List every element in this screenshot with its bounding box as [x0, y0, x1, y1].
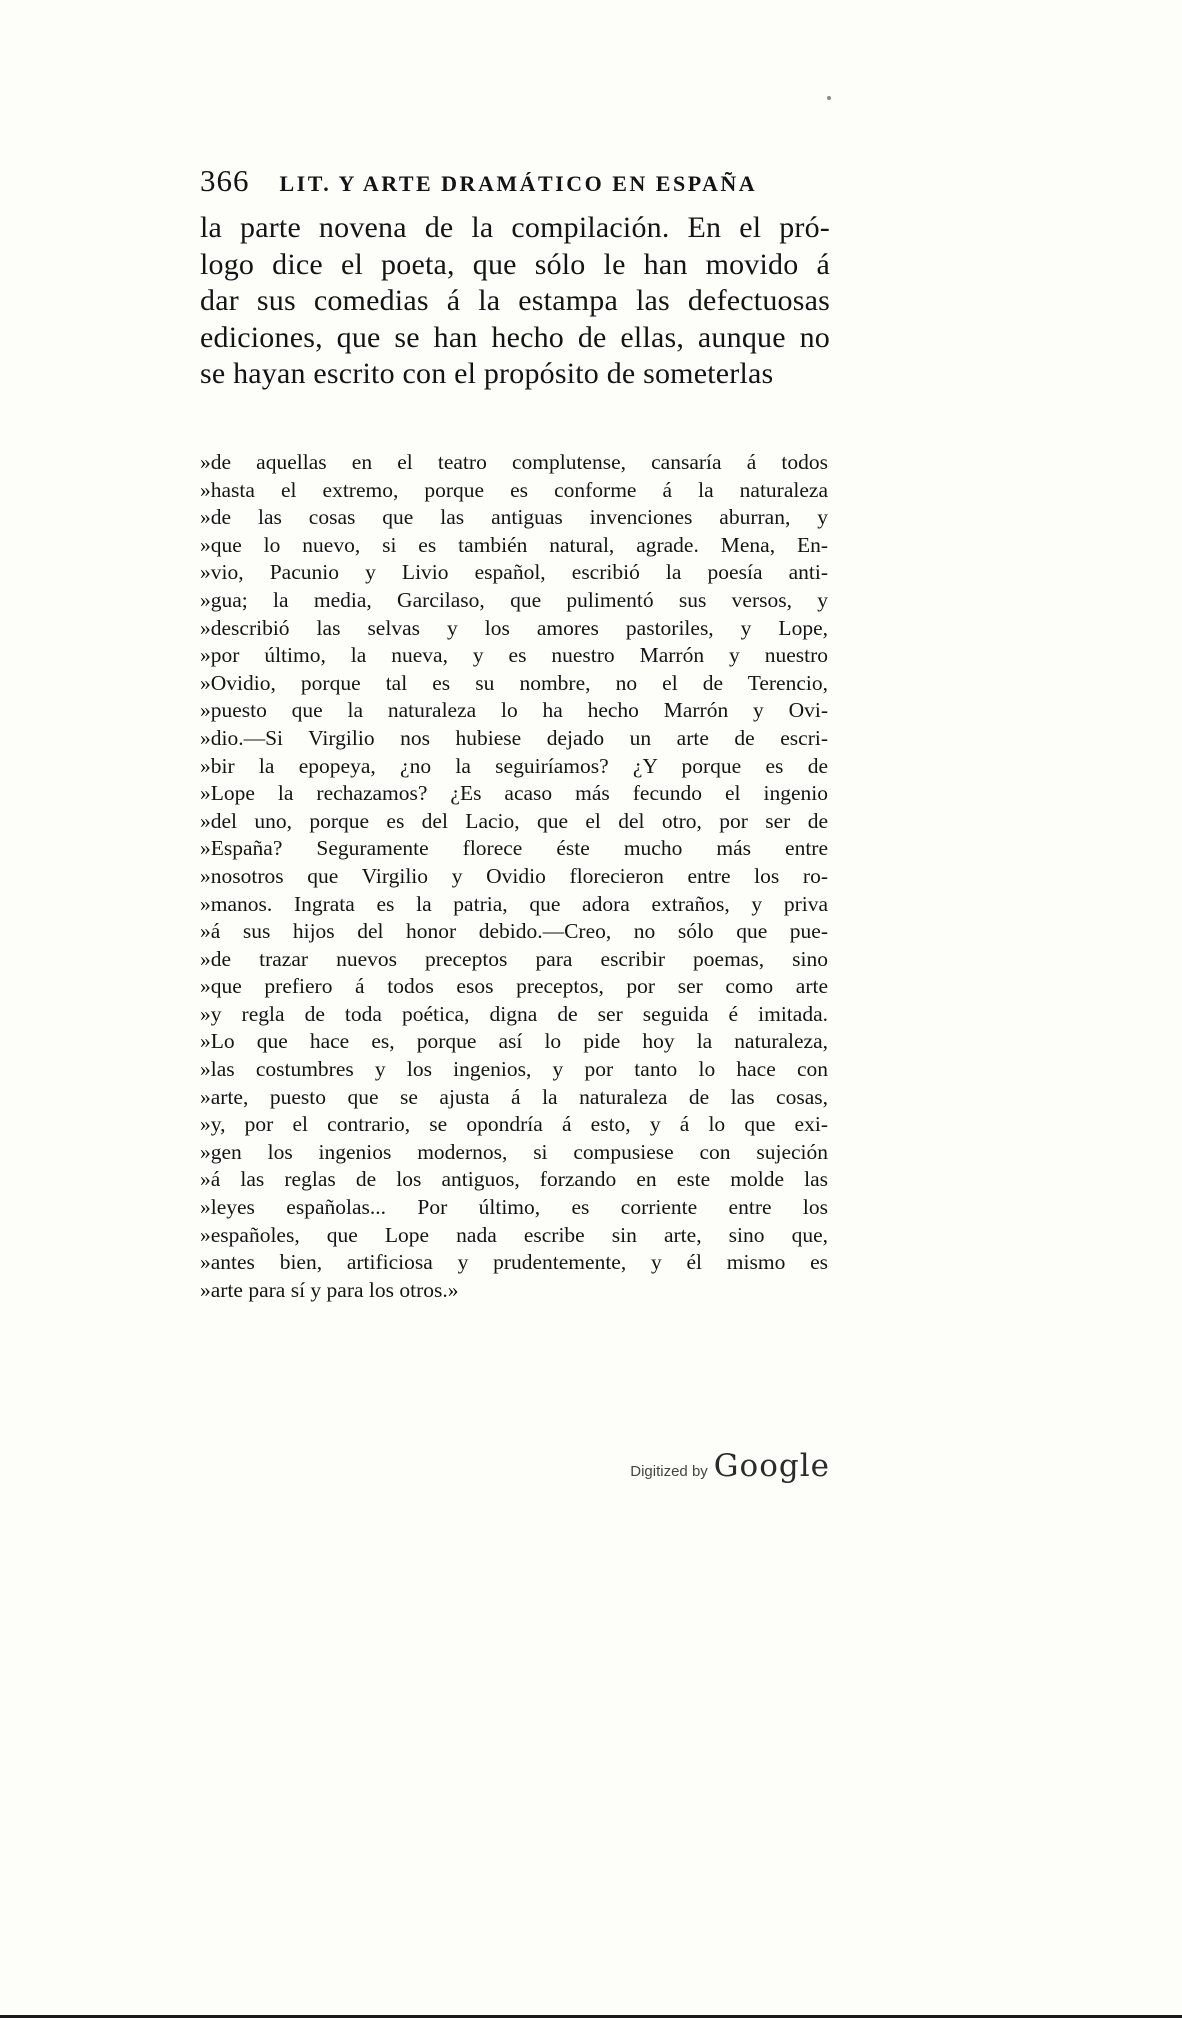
text-line: »arte, puesto que se ajusta á la naturaleza de las cosas, [200, 1084, 828, 1109]
footnote-block [200, 449, 828, 1304]
page-header [200, 163, 828, 199]
text-line: »Lope la rechazamos? ¿Es acaso más fecundo el ingenio [200, 781, 828, 806]
scan-artifact-dot [827, 96, 831, 100]
text-line: la parte novena de la compilación. En el pró- [200, 211, 830, 244]
text-line: »leyes españolas... Por último, es corriente entre los [200, 1195, 828, 1220]
text-line: »á las reglas de los antiguos, forzando en este molde las [200, 1167, 828, 1192]
text-line: »y, por el contrario, se opondría á esto, y á lo que exi- [200, 1112, 828, 1137]
text-line: »gen los ingenios modernos, si compusiese con sujeción [200, 1139, 828, 1164]
text-line: »hasta el extremo, porque es conforme á la naturaleza [200, 477, 828, 502]
text-line: »gua; la media, Garcilaso, que pulimentó sus versos, y [200, 587, 828, 612]
text-line: »de las cosas que las antiguas invenciones aburran, y [200, 505, 828, 530]
page-number: 366 [200, 163, 250, 198]
text-line: se hayan escrito con el propósito de someterlas [200, 357, 774, 390]
text-line: »las costumbres y los ingenios, y por tanto lo hace con [200, 1057, 828, 1082]
text-line: »puesto que la naturaleza lo ha hecho Marrón y Ovi- [200, 698, 828, 723]
text-line: »que prefiero á todos esos preceptos, por ser como arte [200, 974, 828, 999]
text-line: »que lo nuevo, si es también natural, agrade. Mena, En- [200, 532, 828, 557]
text-line: »por último, la nueva, y es nuestro Marrón y nuestro [200, 643, 828, 668]
text-line: »Lo que hace es, porque así lo pide hoy la naturaleza, [200, 1029, 828, 1054]
text-line: »describió las selvas y los amores pastoriles, y Lope, [200, 615, 828, 640]
text-line: ediciones, que se han hecho de ellas, aunque no [200, 320, 830, 354]
text-line: »de aquellas en el teatro complutense, cansaría á todos [200, 450, 828, 474]
text-line: »Ovidio, porque tal es su nombre, no el de Terencio, [200, 670, 828, 695]
text-line: »vio, Pacunio y Livio español, escribió la poesía anti- [200, 560, 828, 585]
body-paragraph [200, 210, 830, 393]
text-line: dar sus comedias á la estampa las defectuosas [200, 284, 830, 317]
running-title: LIT. Y ARTE DRAMÁTICO EN ESPAÑA [279, 171, 758, 196]
text-line: »antes bien, artificiosa y prudentemente, y él mismo es [200, 1250, 828, 1275]
text-line: »España? Seguramente florece éste mucho más entre [200, 836, 828, 861]
page-footer [565, 1448, 830, 1484]
google-logo: Google [713, 1448, 830, 1484]
text-line: »manos. Ingrata es la patria, que adora extraños, y priva [200, 891, 828, 916]
text-line: logo dice el poeta, que sólo le han movido á [200, 247, 830, 281]
text-line: »nosotros que Virgilio y Ovidio florecieron entre los ro- [200, 863, 828, 888]
text-line: »y regla de toda poética, digna de ser seguida é imitada. [200, 1001, 828, 1026]
text-line: »á sus hijos del honor debido.—Creo, no sólo que pue- [200, 919, 828, 944]
text-line: »de trazar nuevos preceptos para escribir poemas, sino [200, 946, 828, 971]
text-line: »bir la epopeya, ¿no la seguiríamos? ¿Y porque es de [200, 753, 828, 778]
text-line: »arte para sí y para los otros.» [200, 1277, 459, 1302]
text-line: »del uno, porque es del Lacio, que el del otro, por ser de [200, 808, 828, 833]
text-line: »dio.—Si Virgilio nos hubiese dejado un arte de escri- [200, 725, 828, 750]
digitized-by-label: Digitized by [630, 1463, 708, 1480]
text-line: »españoles, que Lope nada escribe sin arte, sino que, [200, 1222, 828, 1247]
